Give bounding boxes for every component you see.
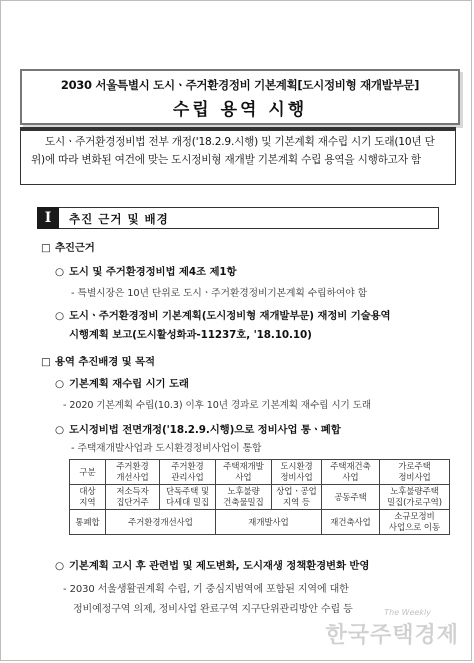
- table-cell: 주거환경개선사업: [106, 510, 216, 535]
- list-item: ○ 기본계획 고시 후 관련법 및 제도변화, 도시재생 정책환경변화 반영: [55, 560, 370, 572]
- circle-bullet-icon: ○: [55, 424, 64, 436]
- table-cell: 상업ㆍ공업 지역 등: [272, 485, 322, 510]
- section-number: Ⅰ: [37, 207, 59, 229]
- title-box: [20, 69, 460, 125]
- heading-basis: □ 추진근거: [41, 242, 95, 254]
- table-cell: 통폐합: [70, 510, 106, 535]
- table-cell: 도시환경 정비사업: [272, 460, 322, 485]
- circle-bullet-icon: ○: [55, 266, 64, 278]
- table-cell: 노후불량 건축물밀집: [216, 485, 272, 510]
- table-cell: 재개발사업: [216, 510, 322, 535]
- list-item: - 2030 서울생활권계획 수립, 기 중심지범역에 포함된 지역에 대한: [63, 584, 349, 595]
- list-item: - 특별시장은 10년 단위로 도시ㆍ주거환경정비기본계획 수립하여야 함: [71, 288, 367, 299]
- square-bullet-icon: □: [41, 356, 51, 368]
- list-item: ○ 기본계획 재수립 시기 도래: [55, 378, 189, 390]
- section-title-box: [59, 207, 439, 229]
- circle-bullet-icon: ○: [55, 378, 64, 390]
- table-cell: 주거환경 개선사업: [106, 460, 160, 485]
- table-cell: 구분: [70, 460, 106, 485]
- section-heading: [37, 207, 439, 229]
- watermark-logo: The Weekly 한국주택경제: [325, 608, 459, 648]
- table-row: [70, 485, 450, 510]
- table-cell: 재건축사업: [322, 510, 380, 535]
- table-cell: 노후불량주택 밀집(가로구역): [380, 485, 450, 510]
- list-item: 정비예정구역 의제, 정비사업 완료구역 지구단위관리방안 수립 등: [73, 604, 353, 615]
- table-row: [70, 510, 450, 535]
- intro-text: 도시ㆍ주거환경정비법 전부 개정('18.2.9.시행) 및 기본계획 재수립 시기 도래(10년 단위)에 따라 변화된 여건에 맞는 도시정비형 재개발 기본계획 수립 용역을 시행하고자 함: [31, 136, 435, 166]
- table-cell: 주택재건축 사업: [322, 460, 380, 485]
- list-item: - 2020 기본계획 수립(10.3) 이후 10년 경과로 기본계획 재수립 시기 도래: [63, 400, 371, 411]
- table-row: [70, 460, 450, 485]
- table-cell: 단독주택 및 다세대 밀집: [160, 485, 216, 510]
- circle-bullet-icon: ○: [55, 310, 64, 322]
- list-item: 시행계획 보고(도시활성화과-11237호, '18.10.10): [69, 329, 312, 341]
- heading-background: □ 용역 추진배경 및 목적: [41, 356, 155, 368]
- table-cell: 주택재개발 사업: [216, 460, 272, 485]
- section-title: 추진 근거 및 배경: [69, 212, 169, 226]
- table-cell: 가로주택 정비사업: [380, 460, 450, 485]
- square-bullet-icon: □: [41, 242, 51, 254]
- list-item: ○ 도시정비법 전면개정('18.2.9.시행)으로 정비사업 통ㆍ폐합: [55, 424, 341, 436]
- list-item: ○ 도시 및 주거환경정비법 제4조 제1항: [55, 266, 237, 278]
- table-cell: 공동주택: [322, 485, 380, 510]
- table-cell: 저소득자 집단거주: [106, 485, 160, 510]
- list-item: - 주택재개발사업과 도시환경정비사업이 통합: [71, 443, 262, 454]
- circle-bullet-icon: ○: [55, 560, 64, 572]
- list-item: ○ 도시ㆍ주거환경정비 기본계획(도시정비형 재개발부문) 재정비 기술용역: [55, 310, 391, 322]
- document-subtitle: 수립 용역 시행: [172, 100, 308, 120]
- intro-box: [20, 127, 456, 185]
- table-cell: 소규모정비 사업으로 이동: [380, 510, 450, 535]
- project-type-table: [69, 459, 450, 535]
- table-cell: 대상 지역: [70, 485, 106, 510]
- table-cell: 주거환경 관리사업: [160, 460, 216, 485]
- document-title: 2030 서울특별시 도시ㆍ주거환경정비 기본계획[도시정비형 재개발부문]: [60, 78, 420, 92]
